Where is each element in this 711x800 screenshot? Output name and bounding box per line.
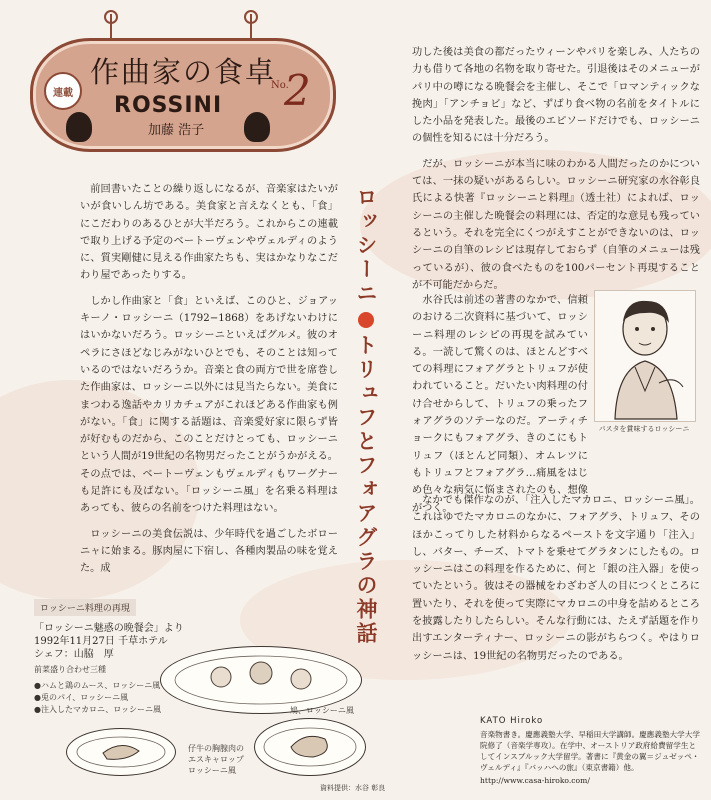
sidebar-heading: ロッシーニ料理の再現 xyxy=(34,599,136,616)
paragraph: 功した後は美食の都だったウィーンやパリを楽しみ、人たちの力も借りて各地の名物を取り寄せた。引退後はそのメニューがパリ中の噂になる晩餐会を主催し、そこで「ロマンティックな挽肉」「アンチョビ」など、ずばり食べ物の名前をタイトルにした小品を発表した。最後のエピソードだけでも、ロッシーニの個性を知るには十分だろう。 xyxy=(412,47,700,145)
silhouette-head-left xyxy=(66,112,92,142)
paragraph: だが、ロッシーニが本当に味のわかる人間だったのかについては、一抹の疑いがあるらしい。ロッシーニ研究家の水谷彰良氏による快著『ロッシーニと料理』（透土社）によれば、ロッシーニの主催した晩餐会の料理には、否定的な意見も残っているという。それを完全にくつがえすことができないのは、ロッシーニの自筆のレシピは現存しておらず（自筆のメニューは残っているが）、彼の食べたものを100パーセント再現することが不可能だからだ。 xyxy=(412,158,700,291)
food-icon xyxy=(255,719,365,775)
series-badge: 連載 xyxy=(44,72,82,110)
food-icon xyxy=(67,729,175,775)
photo-credit: 資料提供：水谷 彰良 xyxy=(320,784,386,792)
dish-label-veal: 仔牛の胸腺肉の エスキャロップ ロッシーニ風 xyxy=(188,744,244,775)
paragraph: しかし作曲家と「食」といえば、このひと、ジョアッキーノ・ロッシーニ（1792−1868）をあげないわけにはいかないだろう。ロッシーニといえばグルメ。彼のオペラにさほどなじみがないひとでも、そのことは知っているのではないだろうか。音楽と食の両方で世を席巻した作曲家は、ロッシーニ以外には見当たらない。美食にまつわる逸話やカリカチュアがこれほどある作曲家も例がない。「食」に関する話題は、音楽愛好家に限らず皆が好むものだから、このことだけとっても、ロッシーニという人間が19世紀の名物男だったことがうかがえる。その点では、ベートーヴェンもヴェルディもワーグナーも足許にも及ばない。「ロッシーニ風」を名乗る料理はあっても、彼らの名前をつけた料理はない。 xyxy=(80,295,338,515)
bio-text: 音楽物書き。慶應義塾大学、早稲田大学講師。慶應義塾大学大学院修了（音楽学専攻）。在学中、オーストリア政府給費留学生としてインスブルック大学留学。著書に『黄金の翼＝ジュゼッペ・ヴェルディ』『バッハへの旅』（東京書籍）他。 xyxy=(480,730,700,772)
article-column-left xyxy=(80,181,338,586)
paragraph: ロッシーニの美食伝説は、少年時代を過ごしたボローニャに始まる。豚肉屋に下宿し、各種肉製品の味を覚えた。成 xyxy=(80,528,338,575)
paragraph: 水谷氏は前述の著書のなかで、信頼のおける二次資料に基づいて、ロッシーニ料理のレシピの再現を試みている。一読して驚くのは、ほとんどすべての料理にフォアグラとトリュフが使われていること。だいたい肉料理の付け合せからして、トリュフの乗ったフォアグラのソテーなのだ。アーティチョークにもフォアグラ、きのこにもトリュフ（ほとんど同類）、オムレツにもトリュフとフォアグラ…痛風をはじめ色々な病気に悩まされたのも、想像がつく。 xyxy=(412,295,588,514)
paragraph: なかでも傑作なのが、「注入したマカロニ、ロッシーニ風」。これはゆでたマカロニのなかに、フォアグラ、トリュフ、そのほかこってりした材料からなるペーストを文字通り「注入」し、バター、チーズ、トマトを乗せてグラタンにしたもの。ロッシーニはこの料理を作るために、何と「銀の注入器」を使っていたという。彼はその器械をわざわざ人の目につくところに置いたり、それを使って実際にマカロニの中身を詰めるところを披露したりしたらしい。そんな行動には、たえず話題を作り出すエンターティナー、ロッシーニの影がちらつく。やはりロッシーニは、19世紀の名物男だったのである。 xyxy=(412,495,700,662)
issue-number: 2 xyxy=(284,66,311,115)
plaque-hanger xyxy=(104,10,118,24)
silhouette-head-right xyxy=(244,112,270,142)
article-column-right xyxy=(412,44,700,302)
subject-name: ROSSINI xyxy=(114,93,223,118)
serial-title: 作曲家の食卓 xyxy=(90,55,277,89)
menu-item: ●ハムと鶏のムース、ロッシーニ風 xyxy=(34,681,161,690)
sidebar-line: 1992年11月27日 千草ホテル xyxy=(34,636,168,647)
author-name: 加藤 浩子 xyxy=(148,123,205,138)
vertical-headline xyxy=(355,186,381,646)
article-column-right-bottom xyxy=(412,492,700,673)
menu-title: 前菜盛り合わせ三種 xyxy=(34,665,106,674)
pigeon-plate xyxy=(254,718,366,776)
menu-item: ●注入したマカロニ、ロッシーニ風 xyxy=(34,705,162,714)
issue-prefix: No. xyxy=(271,80,289,91)
food-icon xyxy=(161,647,361,713)
paragraph: 前回書いたことの繰り返しになるが、音楽家はたいがいが食いしん坊である。美食家と言えなくとも、「食」にこだわりのあるひとが大半だろう。これからこの連載で取り上げる予定のベートーヴェンやヴェルディのように、質実剛健に見える作曲家たちも、実はかなりなこだわり屋であったりする。 xyxy=(80,184,338,282)
article-column-right-narrow xyxy=(412,292,588,525)
menu-item: ●兎のパイ、ロッシーニ風 xyxy=(34,693,129,702)
appetizer-plate xyxy=(160,646,362,714)
bio-url[interactable]: http://www.casa-hiroko.com/ xyxy=(480,776,590,785)
caricature-icon xyxy=(595,291,695,421)
dish-label-pigeon: 鳩、ロッシーニ風 xyxy=(290,706,354,715)
headline-part1: ロッシーニ xyxy=(354,186,379,306)
sidebar-line: 「ロッシーニ魅惑の晩餐会」より xyxy=(34,623,184,634)
plaque-hanger xyxy=(244,10,258,24)
author-bio xyxy=(480,716,700,786)
bio-name: KATO Hiroko xyxy=(480,716,544,726)
veal-plate xyxy=(66,728,176,776)
rossini-caricature xyxy=(594,290,696,422)
portrait-caption: パスタを賞味するロッシーニ xyxy=(598,425,690,433)
headline-part2: トリュフとフォアグラの神話 xyxy=(354,334,379,646)
headline-dot xyxy=(358,312,374,328)
sidebar-line: シェフ：山脇 厚 xyxy=(34,649,114,660)
